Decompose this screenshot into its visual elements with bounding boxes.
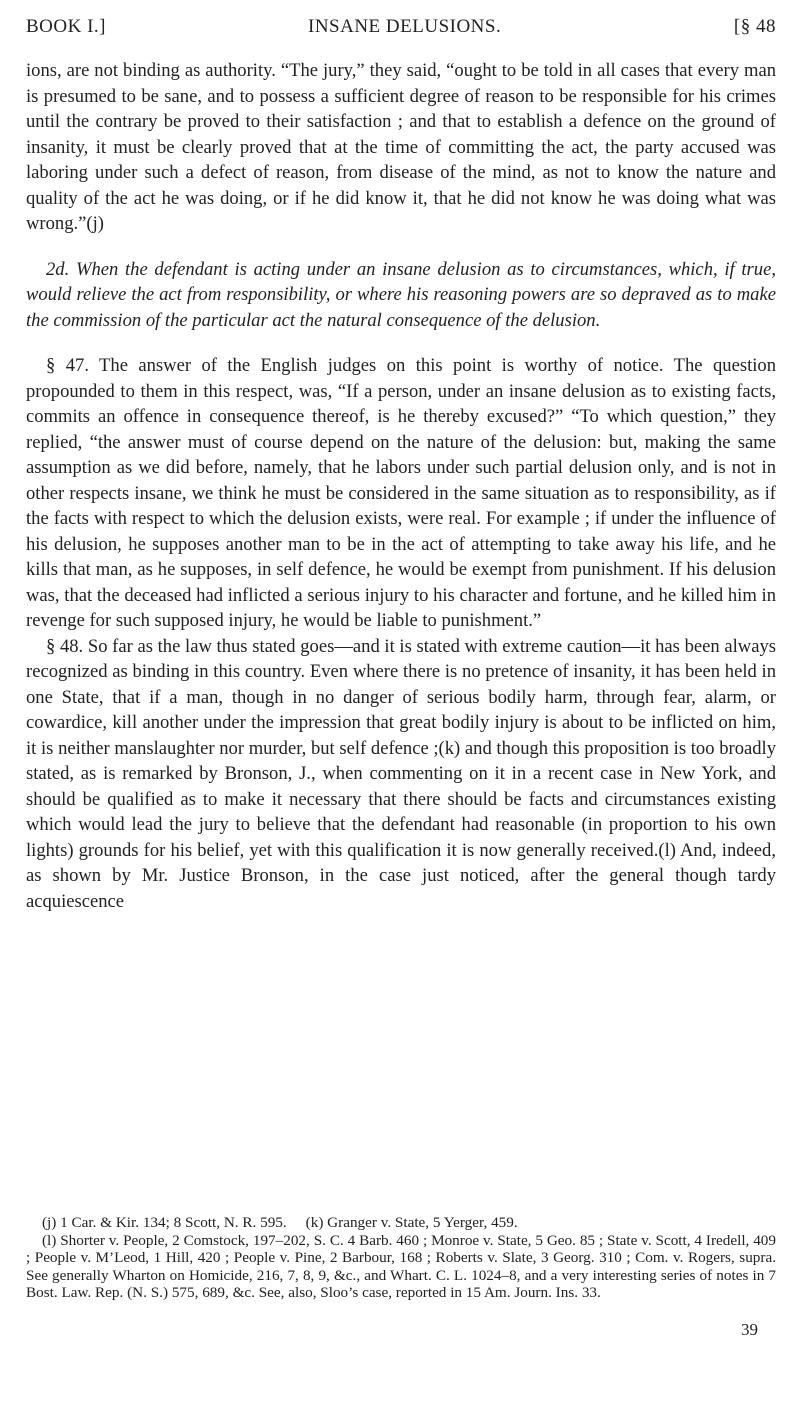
italic-heading: 2d. When the defendant is acting under an insane delusion as to circumstances, which, if true, would relieve the act from responsibility, or where his reasoning powers are so depraved as to make the commission of the particular act the natural consequence of the delusion. — [26, 258, 776, 331]
footnote-l: (l) Shorter v. People, 2 Comstock, 197–202, S. C. 4 Barb. 460 ; Monroe v. State, 5 Geo. 85 ; State v. Scott, 4 Iredell, 409 ; People v. M’Leod, 1 Hill, 420 ; People v. Pine, 2 Barbour, 168 ; Roberts v. Slate, 3 Georg. 310 ; Com. v. Rogers, supra. See generally Wharton on Homicide, 216, 7, 8, 9, &c., and Whart. C. L. 1024–8, and a very interesting series of notes in 7 Bost. Law. Rep. (N. S.) 575, 689, &c. See, also, Sloo’s case, reported in 15 Am. Journ. Ins. 33. — [26, 1231, 776, 1302]
paragraph-heading-italic — [26, 257, 776, 334]
footnotes — [26, 1214, 776, 1302]
body-text — [26, 58, 776, 914]
footnote-k: (k) Granger v. State, 5 Yerger, 459. — [305, 1214, 518, 1231]
footnote-j: (j) 1 Car. & Kir. 134; 8 Scott, N. R. 595. — [42, 1214, 287, 1231]
header-section: [§ 48 — [733, 16, 776, 37]
header-book: BOOK I.] — [26, 16, 106, 37]
paragraph-section-47: § 47. The answer of the English judges on this point is worthy of notice. The question propounded to them in this respect, was, “If a person, under an insane delusion as to existing facts, commits an offence in consequence thereof, is he thereby excused?” “To which question,” they replied, “the answer must of course depend on the nature of the delusion: but, making the same assumption as we did before, namely, that he labors under such partial delusion only, and is not in other respects insane, we think he must be considered in the same situation as to responsibility, as if the facts with respect to which the delusion exists, were real. For example ; if under the influence of his delusion, he supposes another man to be in the act of attempting to take away his life, and he kills that man, as he supposes, in self defence, he would be exempt from punishment. If his delusion was, that the deceased had inflicted a serious injury to his character and fortune, and he killed him in revenge for such supposed injury, he would be liable to punishment.” — [26, 355, 776, 631]
header-title: INSANE DELUSIONS. — [308, 16, 502, 37]
footnote-j-k — [26, 1214, 776, 1232]
paragraph-continuation: ions, are not binding as authority. “The jury,” they said, “ought to be told in all cases that every man is presumed to be sane, and to possess a sufficient degree of reason to be responsible for his crimes until the contrary be proved to their satisfaction ; and that to establish a defence on the ground of insanity, it must be clearly proved that at the time of committing the act, the party accused was laboring under such a defect of reason, from disease of the mind, as not to know the nature and quality of the act he was doing, or if he did know it, that he did not know he was doing what was wrong.”(j) — [26, 60, 776, 234]
running-header — [26, 16, 776, 40]
page-number: 39 — [741, 1320, 758, 1339]
paragraph-section-48: § 48. So far as the law thus stated goes—and it is stated with extreme caution—it has been always recognized as binding in this country. Even where there is no pretence of insanity, it has been held in one State, that if a man, though in no danger of serious bodily harm, through fear, alarm, or cowardice, kill another under the impression that great bodily injury is about to be inflicted on him, it is neither manslaughter nor murder, but self defence ;(k) and though this proposition is too broadly stated, as is remarked by Bronson, J., when commenting on it in a recent case in New York, and should be qualified as to make it necessary that there should be facts and circumstances existing which would lead the jury to believe that the defendant had reasonable (in proportion to his own lights) grounds for his belief, yet with this qualification it is now generally received.(l) And, indeed, as shown by Mr. Justice Bronson, in the case just noticed, after the general though tardy acquiescence — [26, 635, 776, 912]
